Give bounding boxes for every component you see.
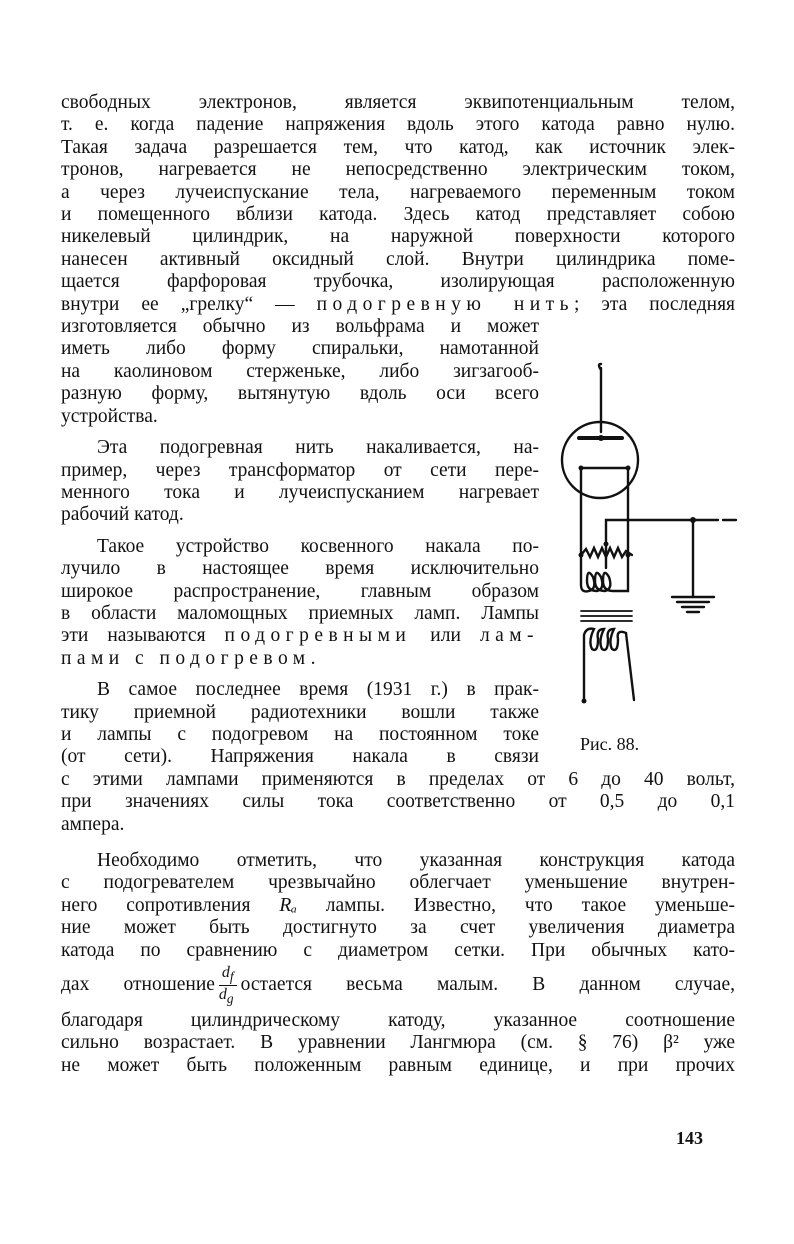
text-line: с подогревателем чрезвычайно облегчает уменьшение внутрен- xyxy=(61,872,735,894)
text-line xyxy=(61,648,539,670)
text-line: широкое распространение, главным образом xyxy=(61,580,539,602)
text-line: нанесен активный оксидный слой. Внутри цилиндрика поме- xyxy=(61,248,735,270)
text-line: и помещенного вблизи катода. Здесь катод представляет собою xyxy=(61,204,735,226)
text-line: на каолиновом стерженьке, либо зигзагооб- xyxy=(61,360,539,382)
text-line xyxy=(61,895,735,917)
transformer-secondary xyxy=(581,555,628,591)
text-line-with-fraction xyxy=(61,964,735,1007)
text-line: т. е. когда падение напряжения вдоль этого катода равно нулю. xyxy=(61,114,735,136)
text-line: свободных электронов, является эквипотенциальным телом, xyxy=(61,92,735,113)
text-fragment: лампы. Известно, что такое уменьше- xyxy=(296,894,735,916)
text-line: благодаря цилиндрическому катоду, указанное соотношение xyxy=(61,1010,735,1032)
fraction-denominator: $d_g$ xyxy=(218,986,234,1007)
text-line: изготовляется обычно из вольфрама и может xyxy=(61,316,539,338)
text-line: Такое устройство косвенного накала по- xyxy=(97,535,539,557)
subscript: g xyxy=(226,991,234,1007)
text-line: Эта подогревная нить накаливается, на- xyxy=(97,437,539,459)
text-line: никелевый цилиндрик, на наружной поверхности которого xyxy=(61,226,735,248)
figure-88-schematic xyxy=(548,360,748,760)
text-line: ампера. xyxy=(61,813,125,835)
text-fragment: или xyxy=(411,625,480,647)
text-line: иметь либо форму спиральки, намотанной xyxy=(61,338,539,360)
text-line: рабочий катод. xyxy=(61,504,184,526)
text-line: при значениях силы тока соответственно от 0,5 до 0,1 xyxy=(61,791,735,813)
text-fragment: дах отношение xyxy=(61,974,215,996)
text-fragment: остается весьма малым. В данном случае, xyxy=(240,974,735,996)
page-number: 143 xyxy=(676,1128,703,1148)
text-line: менного тока и лучеиспусканием нагревает xyxy=(61,481,539,503)
text-line: в области маломощных приемных ламп. Лампы xyxy=(61,602,539,624)
spaced-term: подогревную нить xyxy=(316,293,574,315)
text-line: В самое последнее время (1931 г.) в прак- xyxy=(97,679,539,701)
text-line: Необходимо отметить, что указанная конструкция катода xyxy=(97,850,735,871)
subscript: f xyxy=(229,969,234,985)
text-line: ние может быть достигнуто за счет увеличения диаметра xyxy=(61,917,735,939)
transformer-primary xyxy=(584,629,634,700)
text-line: устройства. xyxy=(61,405,158,427)
spaced-term: лам- xyxy=(479,625,539,647)
text-line: и лампы с подогревом на постоянном токе xyxy=(61,723,539,745)
text-line: тронов, нагревается не непосредственно электрическим током, xyxy=(61,159,735,181)
tube-envelope-icon xyxy=(562,422,638,498)
spaced-term: подогревными xyxy=(224,625,412,647)
text-line: а через лучеиспускание тела, нагреваемого переменным током xyxy=(61,181,735,203)
spaced-term: пами с подогревом xyxy=(61,647,311,669)
text-line: (от сети). Напряжения накала в связи xyxy=(61,746,539,768)
text-line: катода по сравнению с диаметром сетки. При обычных като- xyxy=(61,939,735,961)
text-line: пример, через трансформатор от сети пере- xyxy=(61,459,539,481)
text-line: не может быть положенным равным единице, и при прочих xyxy=(61,1054,735,1076)
fraction-numerator: $d_f$ xyxy=(219,964,237,986)
text-line: разную форму, вытянутую вдоль оси всего xyxy=(61,383,539,405)
figure-caption: Рис. 88. xyxy=(580,734,640,754)
text-fragment: ; эта последняя xyxy=(574,293,736,315)
text-fragment: внутри ее „грелку“ — xyxy=(61,293,317,315)
text-line: Такая задача разрешается тем, что катод, как источник элек- xyxy=(61,136,735,158)
text-fragment: . xyxy=(310,647,316,669)
fraction xyxy=(219,964,237,1007)
math-variable: Rₐ xyxy=(279,894,297,916)
text-line xyxy=(61,294,735,316)
text-line: тику приемной радиотехники вошли также xyxy=(61,701,539,723)
text-line: сильно возрастает. В уравнении Лангмюра (см. § 76) β² уже xyxy=(61,1032,735,1054)
text-line: щается фарфоровая трубочка, изолирующая расположенную xyxy=(61,271,735,293)
text-fragment: эти называются xyxy=(61,625,225,647)
text-fragment: него сопротивления xyxy=(61,894,280,916)
text-line: лучило в настоящее время исключительно xyxy=(61,558,539,580)
paragraph-5 xyxy=(61,850,735,1077)
text-line: с этими лампами применяются в пределах от 6 до 40 вольт, xyxy=(61,768,735,790)
text-line xyxy=(61,625,539,647)
